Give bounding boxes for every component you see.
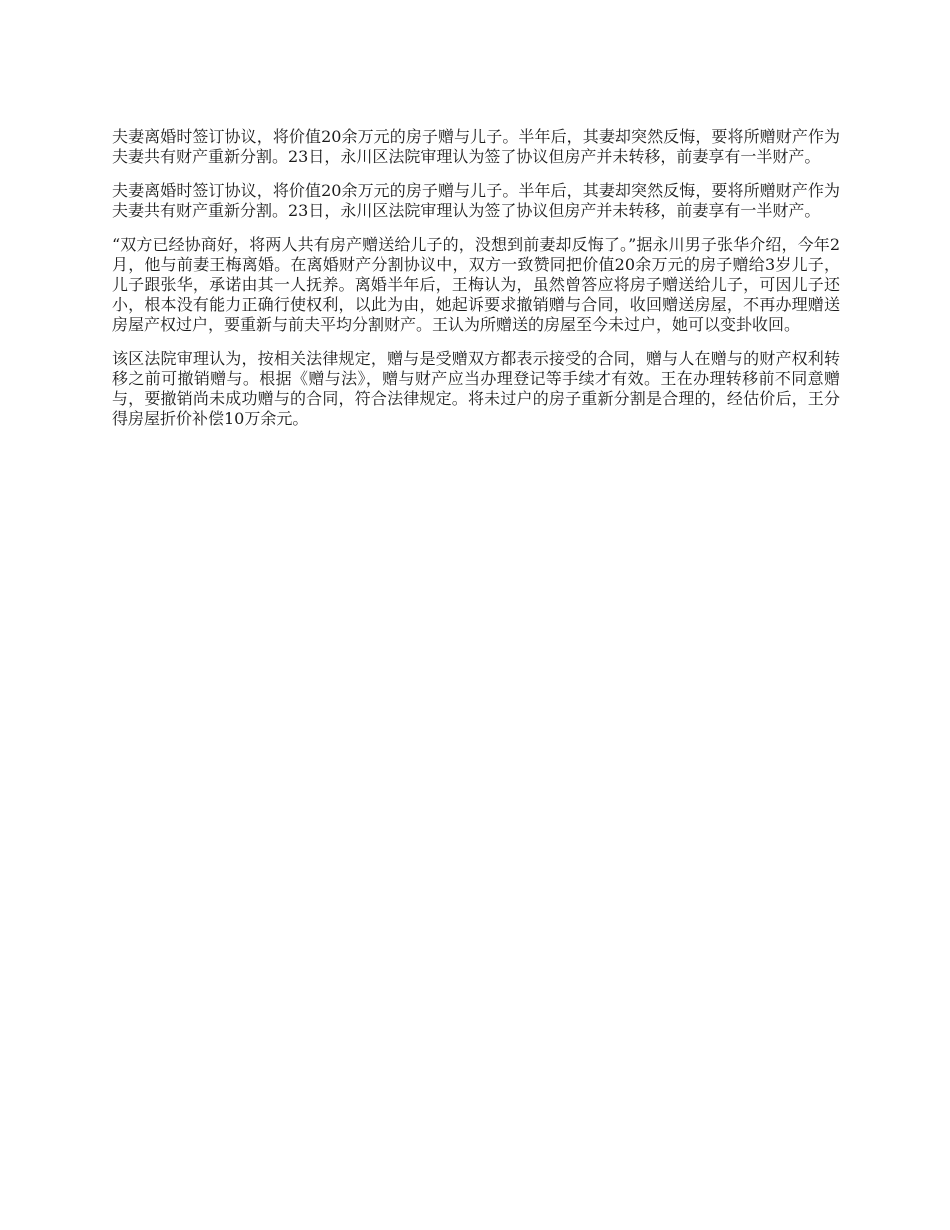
paragraph-4: 该区法院审理认为，按相关法律规定，赠与是受赠双方都表示接受的合同，赠与人在赠与的财产权利转移之前可撤销赠与。根据《赠与法》，赠与财产应当办理登记等手续才有效。王在办理转移前不同意赠与，要撤销尚未成功赠与的合同，符合法律规定。将未过户的房子重新分割是合理的，经估价后，王分得房屋折价补偿10万余元。 [112,349,840,428]
document-body [112,127,840,443]
paragraph-1: 夫妻离婚时签订协议，将价值20余万元的房子赠与儿子。半年后，其妻却突然反悔，要将所赠财产作为夫妻共有财产重新分割。23日，永川区法院审理认为签了协议但房产并未转移，前妻享有一半财产。 [112,127,840,166]
paragraph-3: “双方已经协商好，将两人共有房产赠送给儿子的，没想到前妻却反悔了。”据永川男子张华介绍，今年2月，他与前妻王梅离婚。在离婚财产分割协议中，双方一致赞同把价值20余万元的房子赠给3岁儿子，儿子跟张华，承诺由其一人抚养。离婚半年后，王梅认为，虽然曾答应将房子赠送给儿子，可因儿子还小，根本没有能力正确行使权利，以此为由，她起诉要求撤销赠与合同，收回赠送房屋，不再办理赠送房屋产权过户，要重新与前夫平均分割财产。王认为所赠送的房屋至今未过户，她可以变卦收回。 [112,235,840,334]
paragraph-2: 夫妻离婚时签订协议，将价值20余万元的房子赠与儿子。半年后，其妻却突然反悔，要将所赠财产作为夫妻共有财产重新分割。23日，永川区法院审理认为签了协议但房产并未转移，前妻享有一半财产。 [112,181,840,220]
